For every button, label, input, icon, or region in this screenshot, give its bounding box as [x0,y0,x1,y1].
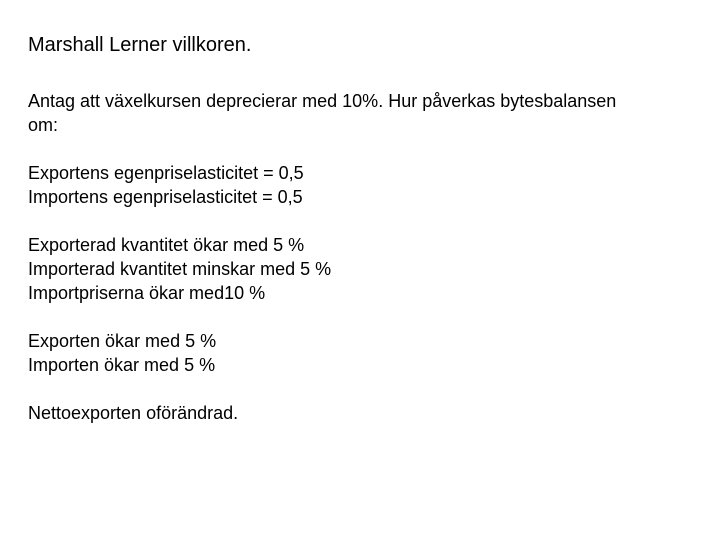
imports-line: Importen ökar med 5 % [28,355,216,375]
import-prices-line: Importpriserna ökar med10 % [28,283,266,303]
question-line: Antag att växelkursen deprecierar med 10%. Hur påverkas bytesbalansen [28,91,617,111]
paragraph-elasticities [28,161,698,209]
question-line-continuation: om: [28,115,59,135]
paragraph-question [28,89,698,137]
import-elasticity-line: Importens egenpriselasticitet = 0,5 [28,187,303,207]
export-elasticity-line: Exportens egenpriselasticitet = 0,5 [28,163,304,183]
exports-line: Exporten ökar med 5 % [28,331,217,351]
exported-quantity-line: Exporterad kvantitet ökar med 5 % [28,235,305,255]
paragraph-quantities [28,233,698,305]
paragraph-conclusion [28,401,698,425]
slide-title: Marshall Lerner villkoren. [28,34,252,56]
conclusion-line: Nettoexporten oförändrad. [28,403,239,423]
slide-body [28,89,698,449]
paragraph-values [28,329,698,377]
imported-quantity-line: Importerad kvantitet minskar med 5 % [28,259,332,279]
